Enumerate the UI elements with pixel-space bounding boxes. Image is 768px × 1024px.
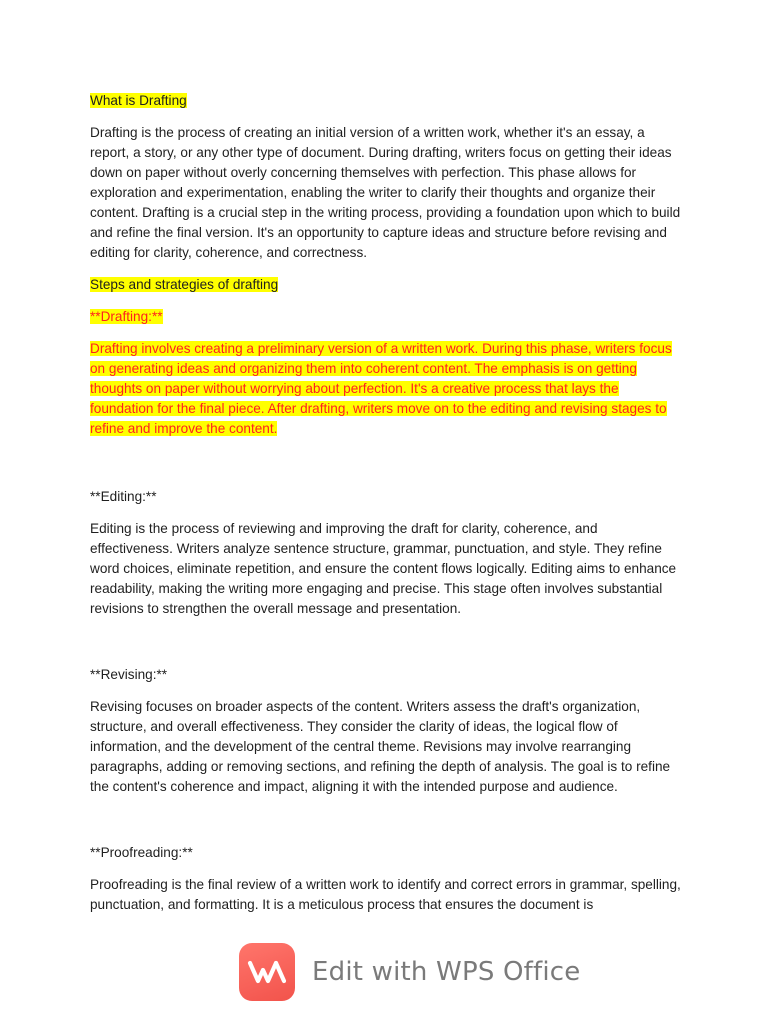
wps-edit-label: Edit with WPS Office: [312, 957, 581, 987]
heading-drafting: [90, 307, 682, 327]
heading-revising: **Revising:**: [90, 667, 168, 682]
highlighted-red-paragraph-text: Drafting involves creating a preliminary version of a written work. During this phase, writers focus on generating ideas and organizing them into coherent content. The emphasis is on getting thoughts on paper without worrying about perfection. It's a creative process that lays the foundation for the final piece. After drafting, writers move on to the editing and revising stages to refine and improve the content.: [90, 341, 672, 436]
heading-steps-and-strategies: [90, 275, 682, 295]
highlighted-red-heading-text: **Drafting:**: [90, 309, 163, 324]
paragraph-editing: Editing is the process of reviewing and improving the draft for clarity, coherence, and effectiveness. Writers analyze sentence structure, grammar, punctuation, and style. They refine word choices, eliminate repetition, and ensure the content flows logically. Editing aims to enhance readability, making the writing more engaging and precise. This stage often involves substantial revisions to strengthen the overall message and presentation.: [90, 521, 677, 616]
paragraph-revising: Revising focuses on broader aspects of the content. Writers assess the draft's organization, structure, and overall effectiveness. They consider the clarity of ideas, the logical flow of information, and the development of the central theme. Revisions may involve rearranging paragraphs, adding or removing sections, and refining the depth of analysis. The goal is to refine the content's coherence and impact, aligning it with the intended purpose and audience.: [90, 699, 671, 794]
document-body: [90, 91, 682, 915]
heading-what-is-drafting: [90, 91, 682, 111]
wps-watermark[interactable]: [239, 943, 580, 1001]
heading-editing: **Editing:**: [90, 489, 157, 504]
highlighted-heading-text: Steps and strategies of drafting: [90, 277, 279, 292]
paragraph-what-is-drafting: Drafting is the process of creating an initial version of a written work, whether it's an essay, a report, a story, or any other type of document. During drafting, writers focus on getting their ideas down on paper without overly concerning themselves with perfection. This phase allows for exploration and experimentation, enabling the writer to clarify their thoughts and organize their content. Drafting is a crucial step in the writing process, providing a foundation upon which to build and refine the final version. It's an opportunity to capture ideas and structure before revising and editing for clarity, coherence, and correctness.: [90, 125, 681, 260]
paragraph-drafting: [90, 339, 682, 439]
highlighted-heading-text: What is Drafting: [90, 93, 187, 108]
wps-w-glyph-icon: [247, 958, 287, 986]
heading-proofreading: **Proofreading:**: [90, 845, 193, 860]
wps-logo-icon: [239, 943, 295, 1001]
paragraph-proofreading: Proofreading is the final review of a written work to identify and correct errors in grammar, spelling, punctuation, and formatting. It is a meticulous process that ensures the document is: [90, 877, 681, 912]
